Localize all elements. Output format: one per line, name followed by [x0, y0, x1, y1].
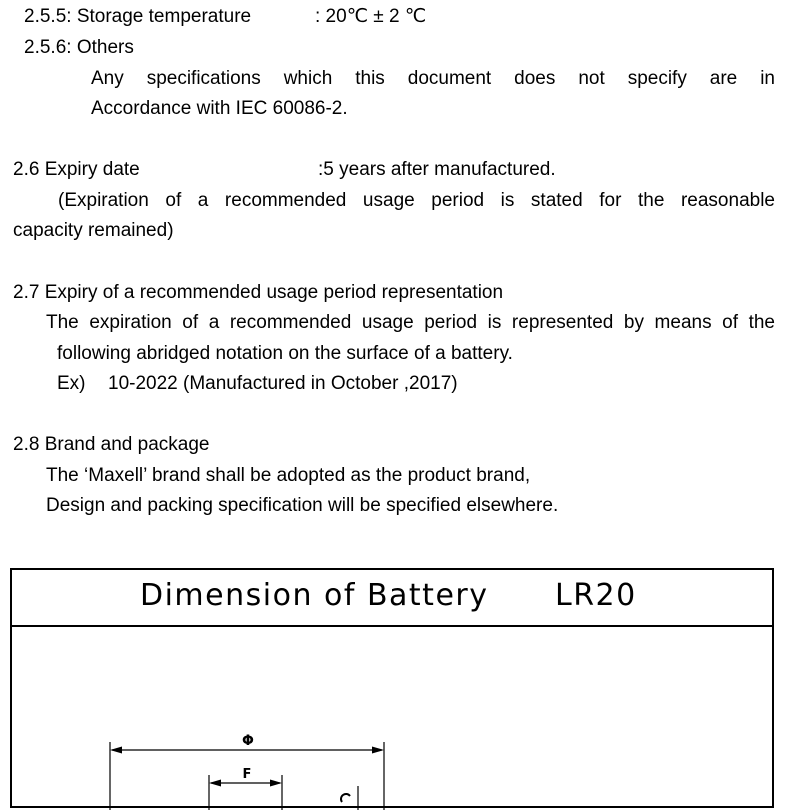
others-label: 2.5.6: Others: [24, 37, 134, 58]
battery-model: LR20: [555, 578, 637, 613]
f-arrow-right: [270, 780, 282, 787]
others-text-line2: Accordance with IEC 60086-2.: [91, 98, 348, 119]
storage-temperature-value: : 20℃ ± 2 ℃: [315, 6, 427, 27]
expiry-date-value: :5 years after manufactured.: [318, 159, 556, 180]
dimension-title: Dimension of Battery: [140, 578, 489, 613]
height-label-partial: [341, 794, 350, 802]
storage-temperature-label: 2.5.5: Storage temperature: [24, 6, 252, 27]
usage-period-text-line1: The expiration of a recommended usage period is represented by means of the: [46, 312, 775, 333]
expiry-date-note-line2: capacity remained): [13, 220, 174, 241]
diameter-label: Φ: [242, 733, 254, 749]
brand-text-line1: The ‘Maxell’ brand shall be adopted as the product brand,: [46, 465, 531, 486]
brand-text-line2: Design and packing specification will be specified elsewhere.: [46, 495, 559, 516]
usage-period-heading: 2.7 Expiry of a recommended usage period representation: [13, 282, 504, 303]
f-label: F: [242, 767, 252, 782]
usage-period-text-line2: following abridged notation on the surface of a battery.: [57, 343, 513, 364]
brand-package-heading: 2.8 Brand and package: [13, 434, 210, 455]
dimension-box: [10, 568, 774, 808]
diameter-arrow-right: [372, 747, 384, 754]
example-label: Ex): [57, 373, 86, 394]
battery-dimension-drawing: [12, 570, 772, 810]
expiry-date-label: 2.6 Expiry date: [13, 159, 140, 180]
example-value: 10-2022 (Manufactured in October ,2017): [108, 373, 458, 394]
f-arrow-left: [209, 780, 221, 787]
others-text-line1: Any specifications which this document does not specify are in: [91, 68, 775, 89]
expiry-date-note-line1: (Expiration of a recommended usage period is stated for the reasonable: [58, 190, 775, 211]
diameter-arrow-left: [110, 747, 122, 754]
